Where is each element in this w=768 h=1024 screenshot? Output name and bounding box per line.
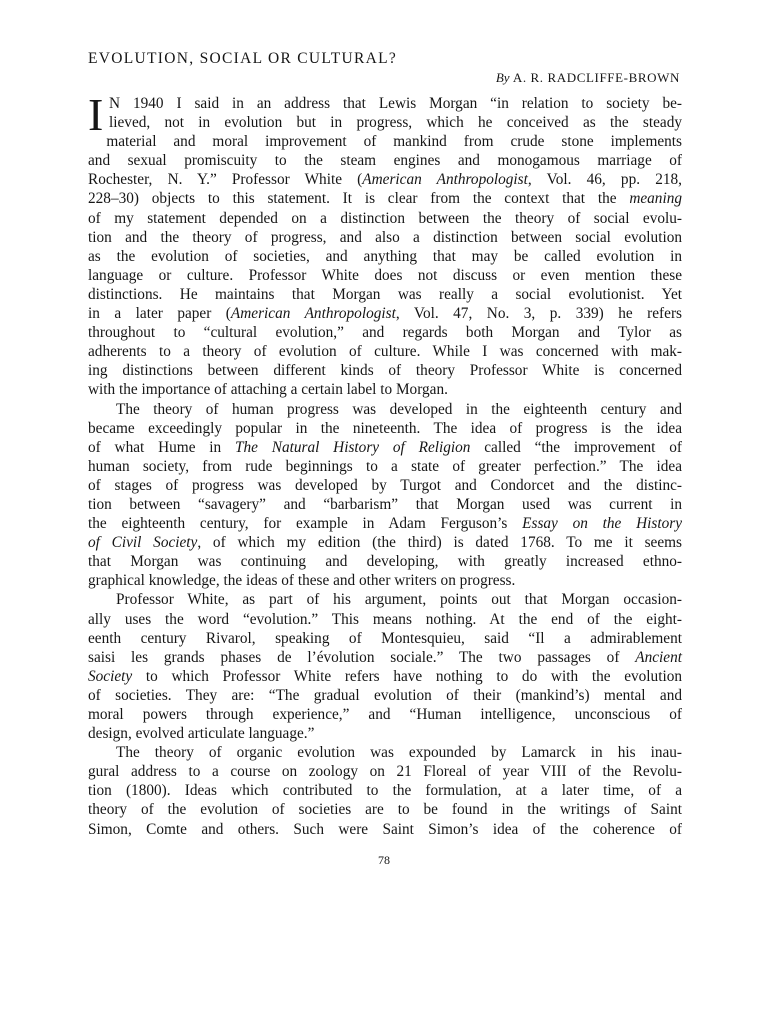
text-line: N 1940 I said in an address that Lewis Morgan “in relation to society be- bbox=[109, 95, 682, 112]
byline-by: By bbox=[495, 70, 510, 85]
text-line: of my statement depended on a distinction between the theory of social evolu- bbox=[88, 209, 682, 227]
text-line: of Civil Society, of which my edition (the third) is dated 1768. To me it seems bbox=[88, 534, 682, 552]
text-line: theory of the evolution of societies are to be found in the writings of Saint bbox=[88, 801, 682, 819]
page-number: 78 bbox=[378, 853, 390, 867]
text-line: tion between “savagery” and “barbarism” that Morgan used was current in bbox=[88, 495, 682, 513]
text-line: tion and the theory of progress, and also a distinction between social evolution bbox=[88, 228, 682, 246]
author-byline bbox=[496, 70, 680, 86]
text-line: Rochester, N. Y.” Professor White (American Anthropologist, Vol. 46, pp. 218, bbox=[88, 171, 682, 189]
text-line: with the importance of attaching a certain label to Morgan. bbox=[88, 381, 448, 399]
article-lines bbox=[88, 89, 682, 839]
text-line: The theory of human progress was developed in the eighteenth century and bbox=[116, 400, 682, 418]
text-line: material and moral improvement of mankind from crude stone implements bbox=[106, 133, 682, 151]
text-line: gural address to a course on zoology on 21 Floreal of year VIII of the Revolu- bbox=[88, 763, 682, 781]
text-line: eenth century Rivarol, speaking of Montesquieu, said “Il a admirablement bbox=[88, 629, 682, 647]
text-line: adherents to a theory of evolution of culture. While I was concerned with mak- bbox=[88, 343, 682, 361]
text-line: design, evolved articulate language.” bbox=[88, 725, 315, 743]
text-line: 228–30) objects to this statement. It is clear from the context that the meaning bbox=[88, 190, 682, 208]
text-line: became exceedingly popular in the nineteenth. The idea of progress is the idea bbox=[88, 419, 682, 437]
text-line: ing distinctions between different kinds of theory Professor White is concerned bbox=[88, 362, 682, 380]
text-line: the eighteenth century, for example in Adam Ferguson’s Essay on the History bbox=[88, 515, 682, 533]
text-line: and sexual promiscuity to the steam engines and monogamous marriage of bbox=[88, 152, 682, 170]
text-line: throughout to “cultural evolution,” and regards both Morgan and Tylor as bbox=[88, 324, 682, 342]
text-line: The theory of organic evolution was expounded by Lamarck in his inau- bbox=[116, 744, 682, 762]
article-body bbox=[88, 89, 682, 839]
text-line: graphical knowledge, the ideas of these and other writers on progress. bbox=[88, 572, 516, 590]
text-line: of stages of progress was developed by Turgot and Condorcet and the distinc- bbox=[88, 476, 682, 494]
drop-cap: I bbox=[88, 89, 104, 140]
text-line: Simon, Comte and others. Such were Saint Simon’s idea of the coherence of bbox=[88, 820, 682, 838]
text-line: of what Hume in The Natural History of Religion called “the improvement of bbox=[88, 438, 682, 456]
text-line: tion (1800). Ideas which contributed to the formulation, at a later time, of a bbox=[88, 782, 682, 800]
text-line: of societies. They are: “The gradual evolution of their (mankind’s) mental and bbox=[88, 686, 682, 704]
text-line: human society, from rude beginnings to a state of greater perfection.” The idea bbox=[88, 457, 682, 475]
text-line: Society to which Professor White refers have nothing to do with the evolution bbox=[88, 667, 682, 685]
text-line: language or culture. Professor White does not discuss or even mention these bbox=[88, 266, 682, 284]
text-line: ally uses the word “evolution.” This means nothing. At the end of the eight- bbox=[88, 610, 682, 628]
article-title: EVOLUTION, SOCIAL OR CULTURAL? bbox=[88, 50, 398, 67]
text-line: Professor White, as part of his argument, points out that Morgan occasion- bbox=[116, 591, 682, 609]
author-name: A. R. RADCLIFFE-BROWN bbox=[512, 70, 680, 85]
text-line: lieved, not in evolution but in progress, which he conceived as the steady bbox=[109, 114, 682, 132]
text-line: as the evolution of societies, and anything that may be called evolution in bbox=[88, 247, 682, 265]
text-line: that Morgan was continuing and developing, with greatly increased ethno- bbox=[88, 553, 682, 571]
text-line: distinctions. He maintains that Morgan was really a social evolutionist. Yet bbox=[88, 285, 682, 303]
text-line: in a later paper (American Anthropologist, Vol. 47, No. 3, p. 339) he refers bbox=[88, 305, 682, 323]
text-line: moral powers through experience,” and “Human intelligence, unconscious of bbox=[88, 706, 682, 723]
text-line: saisi les grands phases de l’évolution sociale.” The two passages of Ancient bbox=[88, 648, 682, 666]
